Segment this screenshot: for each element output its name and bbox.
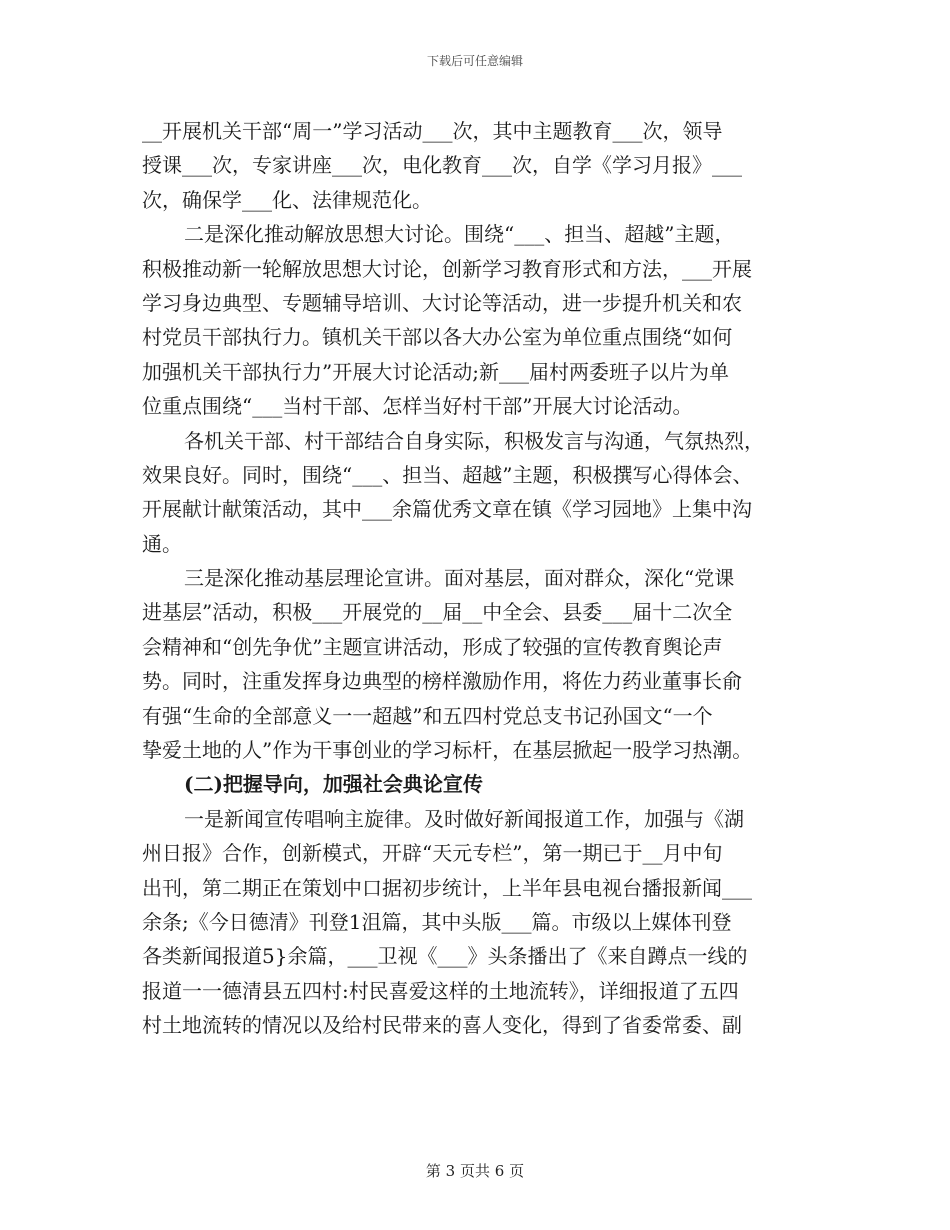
paragraph-line: 进基层”活动，积极___开展党的__届__中全会、县委___届十二次全 [142,600,733,625]
document-body [142,114,832,1043]
paragraph-line: 挚爱土地的人”作为干事创业的学习标杆，在基层掀起一股学习热潮。 [142,738,753,763]
paragraph-line: 余条;《今日德清》刊登1沮篇，其中头版___篇。市级以上媒体刊登 [142,909,732,934]
paragraph-line: 三是深化推动基层理论宣讲。面对基层，面对群众，深化“党课 [184,566,735,591]
paragraph-line: 州日报》合作，创新模式，开辟“天元专栏”，第一期已于__月中旬 [142,841,723,866]
paragraph-line: 村党员干部执行力。镇机关干部以各大办公室为单位重点围绕“如何 [142,325,733,350]
paragraph-line: 一是新闻宣传唱响主旋律。及时做好新闻报道工作，加强与《湖 [184,806,744,831]
paragraph-line: 学习身边典型、专题辅导培训、大讨论等活动，进一步提升机关和农 [142,290,742,315]
page-footer: 第 3 页共 6 页 [425,1162,525,1180]
paragraph-line: 加强机关干部执行力”开展大讨论活动;新___届村两委班子以片为单 [142,359,729,384]
paragraph-line: 各机关干部、村干部结合自身实际，积极发言与沟通，气氛热烈， [184,428,764,453]
paragraph-line: 报道一一德清县五四村:村民喜爱这样的土地流转》，详细报道了五四 [142,978,739,1003]
section-heading: (二)把握导向，加强社会典论宣传 [184,772,483,797]
paragraph-line: 通。 [142,531,182,556]
paragraph-line: 势。同时，注重发挥身边典型的榜样激励作用，将佐力药业董事长俞 [142,669,742,694]
paragraph-line: 次，确保学___化、法律规范化。 [142,187,432,212]
paragraph-line: 效果良好。同时，围绕“___、担当、超越”主题，积极撰写心得体会、 [142,462,753,487]
paragraph-line: 二是深化推动解放思想大讨论。围绕“___、担当、超越”主题， [184,222,735,247]
paragraph-line: __开展机关干部“周一”学习活动___次，其中主题教育___次，领导 [142,119,723,143]
paragraph-line: 授课___次，专家讲座___次，电化教育___次，自学《学习月报》___ [142,153,742,178]
paragraph-line: 各类新闻报道5}余篇，___卫视《___》头条播出了《来自蹲点一线的 [142,944,748,969]
page-header: 下载后可任意编辑 [426,54,523,68]
paragraph-line: 开展献计献策活动，其中___余篇优秀文章在镇《学习园地》上集中沟 [142,497,752,522]
paragraph-line: 村土地流转的情况以及给村民带来的喜人变化，得到了省委常委、副 [142,1013,742,1038]
paragraph-line: 位重点围绕“___当村干部、怎样当好村干部”开展大讨论活动。 [142,394,693,419]
paragraph-line: 会精神和“创先争优”主题宣讲活动，形成了较强的宣传教育舆论声 [142,634,723,659]
paragraph-line: 有强“生命的全部意义一一超越”和五四村党总支书记孙国文“一个 [142,703,713,728]
paragraph-line: 出刊，第二期正在策划中口据初步统计，上半年县电视台播报新闻___ [142,875,752,900]
paragraph-line: 积极推动新一轮解放思想大讨论，创新学习教育形式和方法，___开展 [142,256,752,281]
